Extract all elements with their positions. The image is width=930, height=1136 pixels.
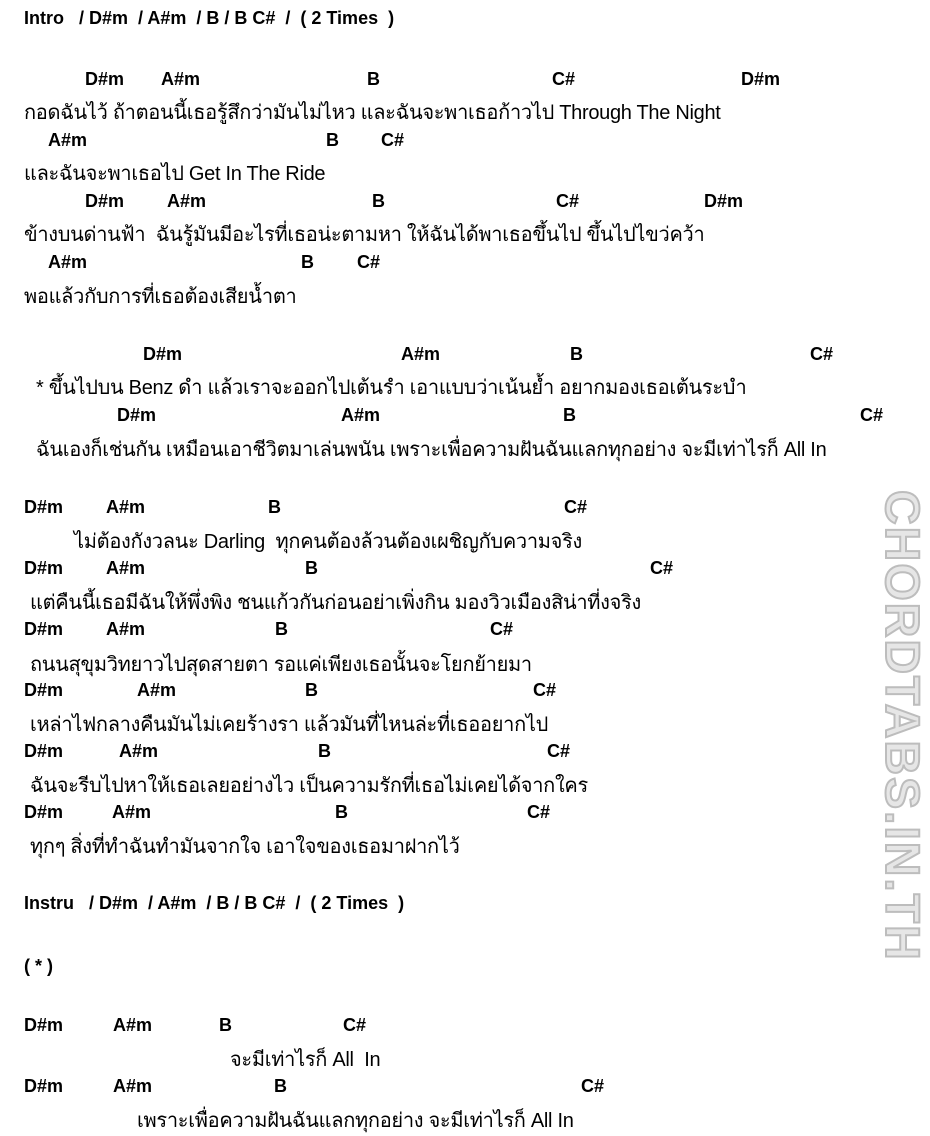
lyric-line: ฉันเองก็เช่นกัน เหมือนเอาชีวิตมาเล่นพนัน เพราะเพื่อความฝันฉันแลกทุกอย่าง จะมีเท่าไรก็ All In bbox=[36, 439, 827, 461]
chord: A#m bbox=[113, 1015, 153, 1035]
chord: B bbox=[305, 680, 318, 700]
lyric-line: พอแล้วกับการที่เธอต้องเสียน้ำตา bbox=[24, 286, 297, 308]
chord: C# bbox=[381, 130, 405, 150]
chord: A#m bbox=[112, 802, 152, 822]
chord: D#m bbox=[704, 191, 744, 211]
chord: C# bbox=[490, 619, 514, 639]
chord: C# bbox=[552, 69, 576, 89]
chord: A#m bbox=[341, 405, 381, 425]
chord: C# bbox=[810, 344, 834, 364]
chord: B bbox=[367, 69, 380, 89]
instru-line: Instru / D#m / A#m / B / B C# / ( 2 Times ) bbox=[24, 893, 405, 913]
lyric-line: เหล่าไฟกลางคืนมันไม่เคยร้างรา แล้วมันที่ไหนล่ะที่เธออยากไป bbox=[30, 714, 549, 736]
chord: D#m bbox=[24, 619, 64, 639]
chord: C# bbox=[564, 497, 588, 517]
chord: B bbox=[305, 558, 318, 578]
chord: C# bbox=[533, 680, 557, 700]
lyric-line: จะมีเท่าไรก็ All In bbox=[230, 1049, 381, 1071]
chord: B bbox=[275, 619, 288, 639]
lyric-line: ทุกๆ สิ่งที่ทำฉันทำมันจากใจ เอาใจของเธอมาฝากไว้ bbox=[30, 836, 460, 858]
chord: B bbox=[563, 405, 576, 425]
chord: D#m bbox=[85, 69, 125, 89]
lyric-line: กอดฉันไว้ ถ้าตอนนี้เธอรู้สึกว่ามันไม่ไหว และฉันจะพาเธอก้าวไป Through The Night bbox=[24, 102, 721, 124]
chord: C# bbox=[581, 1076, 605, 1096]
chord: B bbox=[318, 741, 331, 761]
chord: D#m bbox=[85, 191, 125, 211]
chord: D#m bbox=[117, 405, 157, 425]
chord: D#m bbox=[24, 680, 64, 700]
chord: D#m bbox=[24, 802, 64, 822]
chord: A#m bbox=[137, 680, 177, 700]
chord: A#m bbox=[119, 741, 159, 761]
lyric-line: เพราะเพื่อความฝันฉันแลกทุกอย่าง จะมีเท่าไรก็ All In bbox=[137, 1110, 574, 1132]
watermark: CHORDTABS.IN.TH bbox=[875, 490, 928, 962]
chord: B bbox=[301, 252, 314, 272]
lyric-line: ไม่ต้องกังวลนะ Darling ทุกคนต้องล้วนต้องเผชิญกับความจริง bbox=[74, 531, 582, 553]
chord: C# bbox=[343, 1015, 367, 1035]
chord: B bbox=[268, 497, 281, 517]
chord: D#m bbox=[24, 741, 64, 761]
chord: A#m bbox=[161, 69, 201, 89]
chord: D#m bbox=[24, 1015, 64, 1035]
lyric-line: ข้างบนด่านฟ้า ฉันรู้มันมีอะไรที่เธอน่ะตามหา ให้ฉันได้พาเธอขึ้นไป ขึ้นไปไขว่คว้า bbox=[24, 224, 705, 246]
chord: B bbox=[219, 1015, 232, 1035]
chord: B bbox=[372, 191, 385, 211]
chord: C# bbox=[556, 191, 580, 211]
chord: A#m bbox=[167, 191, 207, 211]
chord: B bbox=[274, 1076, 287, 1096]
chord: A#m bbox=[106, 497, 146, 517]
chord: A#m bbox=[48, 252, 88, 272]
chorus-repeat-marker: ( * ) bbox=[24, 956, 53, 976]
chord: C# bbox=[860, 405, 884, 425]
lyric-line: แต่คืนนี้เธอมีฉันให้พึ่งพิง ชนแก้วกันก่อนอย่าเพิ่งกิน มองวิวเมืองสิน่าที่งจริง bbox=[30, 592, 641, 614]
lyric-line: * ขึ้นไปบน Benz ดำ แล้วเราจะออกไปเต้นรำ เอาแบบว่าเน้นย้ำ อยากมองเธอเต้นระบำ bbox=[36, 377, 747, 399]
chord: B bbox=[326, 130, 339, 150]
lyric-line: ฉันจะรีบไปหาให้เธอเลยอย่างไว เป็นความรักที่เธอไม่เคยได้จากใคร bbox=[30, 775, 588, 797]
chord: C# bbox=[527, 802, 551, 822]
chord: B bbox=[335, 802, 348, 822]
chord: A#m bbox=[106, 619, 146, 639]
intro-line: Intro / D#m / A#m / B / B C# / ( 2 Times ) bbox=[24, 8, 395, 28]
chord: C# bbox=[650, 558, 674, 578]
chord: D#m bbox=[24, 497, 64, 517]
chord: D#m bbox=[24, 1076, 64, 1096]
chord: D#m bbox=[24, 558, 64, 578]
chord: C# bbox=[357, 252, 381, 272]
lyric-line: และฉันจะพาเธอไป Get In The Ride bbox=[24, 163, 326, 185]
chord: C# bbox=[547, 741, 571, 761]
chord: A#m bbox=[113, 1076, 153, 1096]
chord: A#m bbox=[48, 130, 88, 150]
chord: A#m bbox=[106, 558, 146, 578]
lyric-line: ถนนสุขุมวิทยาวไปสุดสายตา รอแค่เพียงเธอนั้นจะโยกย้ายมา bbox=[30, 654, 532, 676]
chord: A#m bbox=[401, 344, 441, 364]
chord: D#m bbox=[143, 344, 183, 364]
chord: B bbox=[570, 344, 583, 364]
chord: D#m bbox=[741, 69, 781, 89]
